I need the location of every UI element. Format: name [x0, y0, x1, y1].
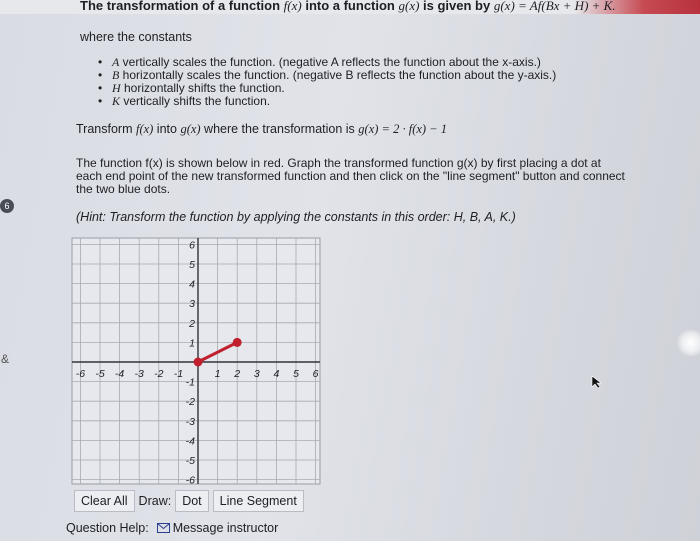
constant-h: • H horizontally shifts the function. [98, 81, 285, 95]
x-tick-label: 2 [234, 368, 241, 380]
segment-end-point [233, 338, 242, 347]
title-g: g(x) [398, 0, 420, 13]
y-tick-label: 4 [189, 278, 195, 291]
title-mid: into a function [301, 0, 399, 13]
constant-b: • B horizontally scales the function. (negative B reflects the function about the y-axis.) [98, 68, 557, 82]
y-tick-label: 6 [189, 239, 195, 252]
mouse-cursor-icon [591, 375, 603, 389]
transform-line: Transform f(x) into g(x) where the transformation is g(x) = 2 · f(x) − 1 [76, 122, 447, 136]
clear-all-button[interactable]: Clear All [74, 490, 135, 512]
constant-k: • K vertically shifts the function. [98, 94, 271, 108]
y-tick-label: -2 [185, 396, 195, 409]
y-tick-label: -1 [185, 376, 195, 389]
x-tick-label: -4 [114, 368, 125, 380]
instructions-line-2: each end point of the new transformed function and then click on the "line segment" button and connect [76, 169, 625, 183]
x-tick-label: -6 [75, 368, 86, 380]
x-tick-label: 3 [253, 368, 260, 380]
envelope-icon [157, 523, 170, 533]
x-tick-label: 4 [273, 368, 280, 380]
instructions-line-3: the two blue dots. [76, 182, 171, 196]
y-tick-label: -4 [185, 435, 195, 448]
x-tick-label: -1 [173, 368, 184, 380]
title-f: f(x) [283, 0, 302, 13]
hint-text: (Hint: Transform the function by applying the constants in this order: H, B, A, K.) [76, 210, 516, 224]
x-tick-label: 5 [293, 368, 299, 380]
instructions-line-1: The function f(x) is shown below in red. Graph the transformed function g(x) by first placing a dot at [76, 156, 601, 170]
draw-label: Draw: [138, 494, 172, 508]
y-tick-label: 2 [189, 317, 195, 330]
title-formula: g(x) = Af(Bx + H) + K. [493, 0, 616, 13]
question-help-label: Question Help: [66, 521, 149, 535]
title-given: is given by [419, 0, 494, 13]
side-mark: & [1, 352, 10, 366]
x-tick-label: 1 [214, 368, 221, 380]
question-help [66, 521, 278, 535]
dot-button[interactable]: Dot [175, 490, 208, 512]
constant-a: • A vertically scales the function. (negative A reflects the function about the x-axis.) [98, 55, 541, 69]
y-tick-label: 1 [189, 337, 195, 350]
y-tick-label: -5 [185, 455, 195, 467]
graph-toolbar [74, 490, 308, 512]
x-tick-label: 6 [312, 368, 319, 380]
screen-glare [676, 330, 700, 356]
y-tick-label: -3 [185, 415, 195, 428]
y-tick-label: 5 [189, 259, 195, 271]
segment-start-point [194, 358, 203, 367]
x-tick-label: -5 [95, 368, 105, 380]
y-tick-label: -6 [185, 474, 195, 487]
where-constants: where the constants [80, 30, 192, 44]
x-tick-label: -3 [134, 368, 144, 380]
message-instructor-link[interactable]: Message instructor [172, 521, 279, 535]
question-number-badge: 6 [0, 199, 14, 213]
title-intro: The transformation of a function [80, 0, 284, 13]
x-tick-label: -2 [154, 368, 164, 380]
line-segment-button[interactable]: Line Segment [213, 490, 304, 512]
y-tick-label: 3 [189, 298, 195, 311]
